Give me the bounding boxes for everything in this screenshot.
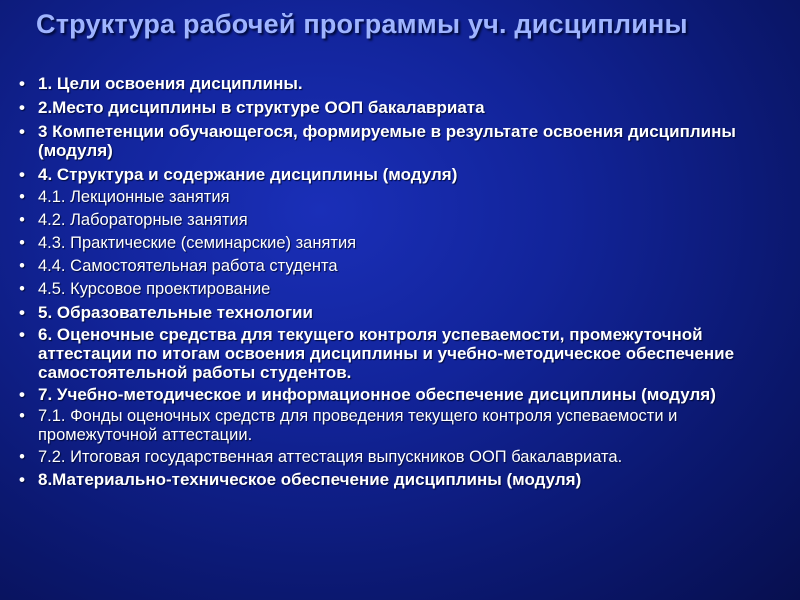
list-item-text: 3 Компетенции обучающегося, формируемые в результате освоения дисциплины (модуля) — [38, 122, 736, 160]
slide-title: Структура рабочей программы уч. дисциплины — [36, 9, 688, 39]
bullet-icon: • — [19, 325, 25, 344]
list-item — [12, 385, 782, 404]
list-item-text: 8.Материально-техническое обеспечение дисциплины (модуля) — [38, 470, 582, 489]
list-item — [12, 211, 782, 230]
list-item-text: 4.3. Практические (семинарские) занятия — [38, 234, 357, 252]
bullet-icon: • — [19, 407, 25, 425]
bullet-icon: • — [19, 188, 25, 206]
bullet-icon: • — [19, 448, 25, 466]
bullet-icon: • — [19, 74, 25, 93]
list-item — [12, 122, 782, 160]
list-item — [12, 280, 782, 299]
bullet-icon: • — [19, 211, 25, 229]
list-item — [12, 257, 782, 276]
list-item-text: 2.Место дисциплины в структуре ООП бакалавриата — [38, 98, 485, 117]
bullet-icon: • — [19, 303, 25, 322]
list-item-text: 7. Учебно-методическое и информационное обеспечение дисциплины (модуля) — [38, 385, 716, 404]
list-item — [12, 448, 782, 467]
list-item-text: 4.2. Лабораторные занятия — [38, 211, 248, 229]
list-item — [12, 188, 782, 207]
list-item-text: 4.1. Лекционные занятия — [38, 188, 230, 206]
bullet-icon: • — [19, 122, 25, 141]
list-item — [12, 165, 782, 184]
list-item — [12, 303, 782, 322]
list-item-text: 7.2. Итоговая государственная аттестация выпускников ООП бакалавриата. — [38, 448, 623, 466]
list-item — [12, 325, 782, 382]
list-item-text: 4.5. Курсовое проектирование — [38, 280, 271, 298]
list-item-text: 4. Структура и содержание дисциплины (модуля) — [38, 165, 458, 184]
bullet-icon: • — [19, 257, 25, 275]
list-item-text: 4.4. Самостоятельная работа студента — [38, 257, 338, 275]
list-item — [12, 98, 782, 117]
list-item — [12, 470, 782, 489]
list-item — [12, 234, 782, 253]
bullet-icon: • — [19, 165, 25, 184]
content-list — [12, 74, 782, 489]
bullet-icon: • — [19, 98, 25, 117]
list-item-text: 1. Цели освоения дисциплины. — [38, 74, 303, 93]
bullet-icon: • — [19, 385, 25, 404]
list-item — [12, 74, 782, 93]
list-item-text: 7.1. Фонды оценочных средств для проведения текущего контроля успеваемости и промежуточной аттестации. — [38, 407, 678, 444]
list-item — [12, 407, 782, 445]
bullet-icon: • — [19, 470, 25, 489]
list-item-text: 5. Образовательные технологии — [38, 303, 313, 322]
bullet-icon: • — [19, 234, 25, 252]
bullet-icon: • — [19, 280, 25, 298]
list-item-text: 6. Оценочные средства для текущего контроля успеваемости, промежуточной аттестации по итогам освоения дисциплины и учебно-методическое обеспечение самостоятельной работы студентов. — [38, 325, 735, 382]
